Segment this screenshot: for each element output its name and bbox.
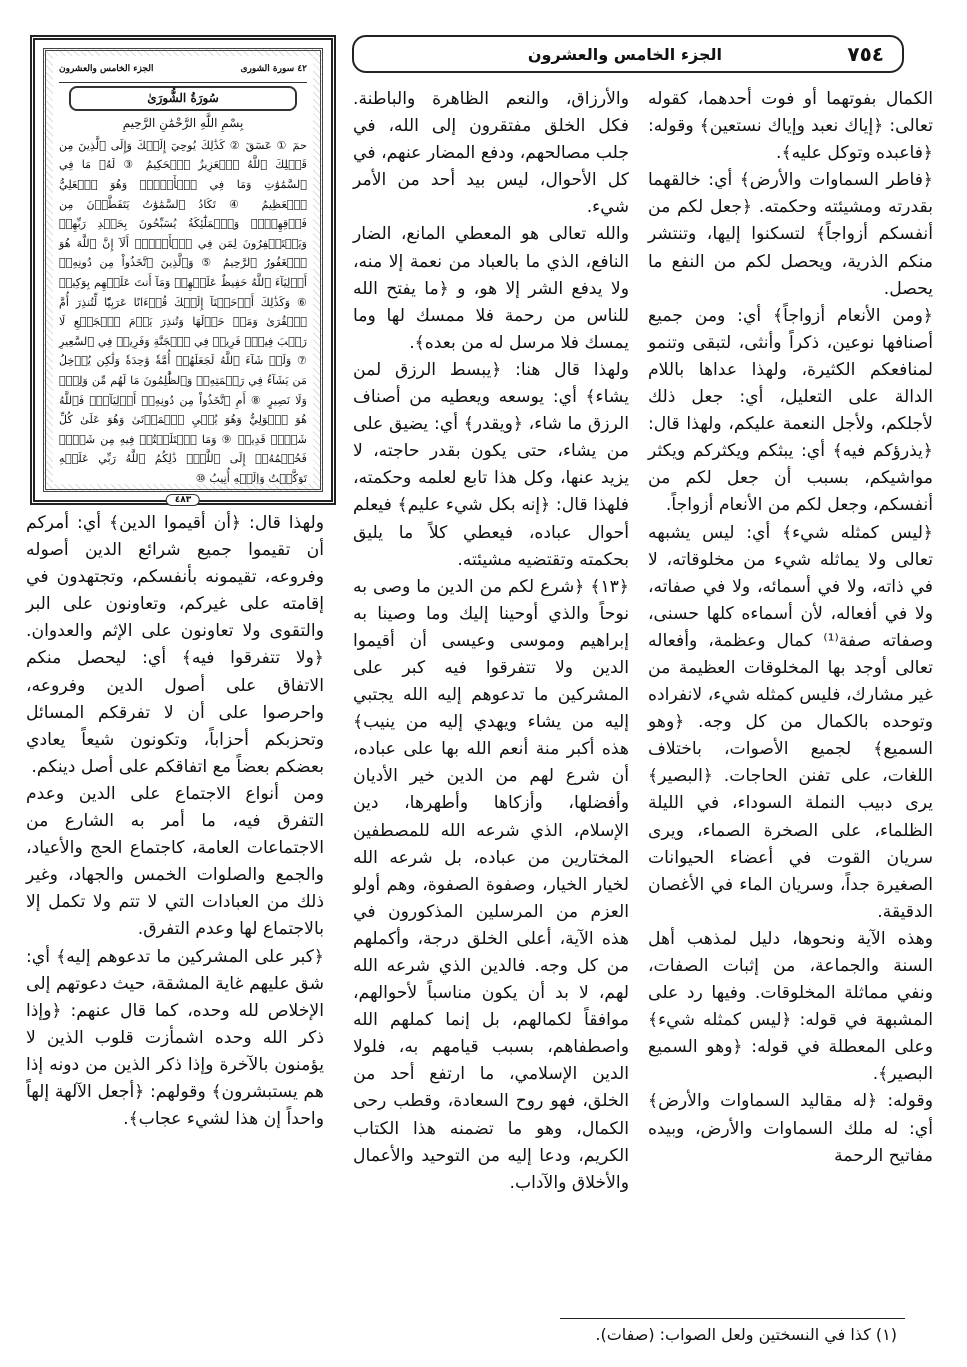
paragraph: وهذه الآية ونحوها، دليل لمذهب أهل السنة والجماعة، من إثبات الصفات، ونفي مماثلة المخلوقات. وفيها رد على المشبهة في قوله: ﴿ليس كمثله شيء﴾ وعلى المعطلة في قوله: ﴿وهو السميع البصير﴾.: [648, 928, 933, 1085]
paragraph: الكمال بفوتهما أو فوت أحدهما، كقوله تعالى: ﴿إياك نعبد وإياك نستعين﴾ وقوله: ﴿فاعبده وتوكل عليه﴾.: [648, 89, 933, 164]
text-column-left: [26, 510, 324, 1133]
mushaf-top-labels: [59, 60, 307, 83]
paragraph: والأرزاق، والنعم الظاهرة والباطنة. فكل الخلق مفتقرون إلى الله، في جلب مصالحهم، ودفع المضار عنهم، في كل الأحوال، ليس بيد أحد من الأمر شيء.: [353, 89, 629, 218]
footnote: (١) كذا في النسختين ولعل الصواب: (صفات).: [595, 1325, 897, 1344]
text-column-right: [648, 86, 933, 1170]
page-number: ٧٥٤: [847, 42, 884, 66]
paragraph: والله تعالى هو المعطي المانع، الضار النافع، الذي ما بالعباد من نعمة إلا منه، ولا يدفع الشر إلا هو، و ﴿ما يفتح الله للناس من رحمة فلا ممسك لها وما يمسك فلا مرسل له من بعده﴾.: [353, 224, 629, 353]
paragraph: ﴿ومن الأنعام أزواجاً﴾ أي: ومن جميع أصنافها نوعين، ذكراً وأنثى، لتبقى وتنمو لمنافعكم الكثيرة، ولهذا عداها باللام الدالة على التعليل، أي: جعل ذلك لأجلكم، ولأجل النعمة عليكم، ولهذا قال: ﴿يذرؤكم فيه﴾ أي: يبثكم ويكثركم ويكثر مواشيكم، بسبب أن جعل لكم من أنفسكم، وجعل لكم من الأنعام أزواجاً.: [648, 305, 933, 516]
paragraph: ﴿كبر على المشركين ما تدعوهم إليه﴾ أي: شق عليهم غاية المشقة، حيث دعوتهم إلى الإخلاص لله وحده، كما قال عنهم: ﴿وإذا ذكر الله وحده اشمأزت قلوب الذين لا يؤمنون بالآخرة وإذا ذكر الذين من دونه إذا هم يستبشرون﴾ وقولهم: ﴿أجعل الآلهة إلهاً واحداً إن هذا لشيء عجاب﴾.: [26, 946, 324, 1130]
paragraph: ولهذا قال: ﴿أن أقيموا الدين﴾ أي: أمركم أن تقيموا جميع شرائع الدين أصوله وفروعه، تقيمونه بأنفسكم، وتجتهدون في إقامته على غيركم، وتعاونون على البر والتقوى ولا تعاونون على الإثم والعدوان. ﴿ولا تتفرقوا فيه﴾ أي: ليحصل منكم الاتفاق على أصول الدين وفروعه، واحرصوا على أن لا تفرقكم المسائل وتحزبكم أحزاباً، وتكونون شيعاً يعادي بعضكم بعضاً مع اتفاقكم على أصل دينكم.: [26, 513, 324, 777]
sura-title: سُورَةُ الشُّورَىٰ: [69, 86, 297, 112]
paragraph: ومن أنواع الاجتماع على الدين وعدم التفرق فيه، ما أمر به الشارع من الاجتماعات العامة، كاجتماع الحج والأعياد، والجمع والصلوات الخمس والجهاد، وغير ذلك من العبادات التي لا تتم ولا تكمل إلا بالاجتماع لها وعدم التفرق.: [26, 783, 324, 940]
mushaf-juz-label: الجزء الخامس والعشرون: [59, 64, 154, 74]
paragraph: ﴿١٣﴾ ﴿شرع لكم من الدين ما وصى به نوحاً والذي أوحينا إليك وما وصينا به إبراهيم وموسى وعيسى أن أقيموا الدين ولا تتفرقوا فيه كبر على المشركين ما تدعوهم إليه الله يجتبي إليه من يشاء ويهدي إليه من ينيب﴾ هذه أكبر منة أنعم الله بها على عباده، أن شرع لهم من الدين خير الأديان وأفضلها، وأزكاها وأطهرها، دين الإسلام، الذي شرعه الله للمصطفين المختارين من عباده، بل شرعه الله لخيار الخيار، وصفوة الصفوة، وهم أولو العزم من المرسلين المذكورون في هذه الآية، أعلى الخلق درجة، وأكملهم من كل وجه. فالدين الذي شرعه الله لهم، لا بد أن يكون مناسباً لأحوالهم، موافقاً لكمالهم، بل إنما كملهم الله واصطفاهم، بسبب قيامهم به، فلولا الدين الإسلامي، ما ارتفع أحد من الخلق، فهو روح السعادة، وقطب رحى الكمال، وهو ما تضمنه هذا الكتاب الكريم، ودعا إليه من التوحيد والأعمال والأخلاق والآداب.: [353, 576, 629, 1193]
text-column-middle: [353, 86, 629, 1197]
mushaf-frame: [30, 35, 336, 505]
paragraph: ﴿فاطر السماوات والأرض﴾ أي: خالقهما بقدرته ومشيئته وحكمته. ﴿جعل لكم من أنفسكم أزواجاً﴾ لتسكنوا إليها، وتنتشر منكم الذرية، ويحصل لكم من النفع ما يحصل.: [648, 170, 933, 299]
basmala: بِسْمِ اللَّهِ الرَّحْمَٰنِ الرَّحِيمِ: [122, 116, 244, 131]
quran-verses: حمٓ ① عٓسٓقٓ ② كَذَٰلِكَ يُوحِيٓ إِلَيۡكَ وَإِلَى ٱلَّذِينَ مِن قَبۡلِكَ ٱللَّهُ ٱلۡعَزِيزُ ٱلۡحَكِيمُ ③ لَهُۥ مَا فِي ٱلسَّمَٰوَٰتِ وَمَا فِي ٱلۡأَرۡضِۖ وَهُوَ ٱلۡعَلِيُّ ٱلۡعَظِيمُ ④ تَكَادُ ٱلسَّمَٰوَٰتُ يَتَفَطَّرۡنَ مِن فَوۡقِهِنَّۚ وَٱلۡمَلَٰٓئِكَةُ يُسَبِّحُونَ بِحَمۡدِ رَبِّهِمۡ وَيَسۡتَغۡفِرُونَ لِمَن فِي ٱلۡأَرۡضِۗ أَلَآ إِنَّ ٱللَّهَ هُوَ ٱلۡغَفُورُ ٱلرَّحِيمُ ⑤ وَٱلَّذِينَ ٱتَّخَذُواْ مِن دُونِهِۦٓ أَوۡلِيَآءَ ٱللَّهُ حَفِيظٌ عَلَيۡهِمۡ وَمَآ أَنتَ عَلَيۡهِم بِوَكِيلٖ ⑥ وَكَذَٰلِكَ أَوۡحَيۡنَآ إِلَيۡكَ قُرۡءَانًا عَرَبِيّٗا لِّتُنذِرَ أُمَّ ٱلۡقُرَىٰ وَمَنۡ حَوۡلَهَا وَتُنذِرَ يَوۡمَ ٱلۡجَمۡعِ لَا رَيۡبَ فِيهِۚ فَرِيقٞ فِي ٱلۡجَنَّةِ وَفَرِيقٞ فِي ٱلسَّعِيرِ ⑦ وَلَوۡ شَآءَ ٱللَّهُ لَجَعَلَهُمۡ أُمَّةٗ وَٰحِدَةٗ وَلَٰكِن يُدۡخِلُ مَن يَشَآءُ فِي رَحۡمَتِهِۦۚ وَٱلظَّٰلِمُونَ مَا لَهُم مِّن وَلِيّٖ وَلَا نَصِيرٍ ⑧ أَمِ ٱتَّخَذُواْ مِن دُونِهِۦٓ أَوۡلِيَآءَۖ فَٱللَّهُ هُوَ ٱلۡوَلِيُّ وَهُوَ يُحۡيِ ٱلۡمَوۡتَىٰ وَهُوَ عَلَىٰ كُلِّ شَيۡءٖ قَدِيرٞ ⑨ وَمَا ٱخۡتَلَفۡتُمۡ فِيهِ مِن شَيۡءٖ فَحُكۡمُهُۥٓ إِلَى ٱللَّهِۚ ذَٰلِكُمُ ٱللَّهُ رَبِّي عَلَيۡهِ تَوَكَّلۡتُ وَإِلَيۡهِ أُنِيبُ ⑩: [59, 138, 307, 484]
mushaf-text-area: [53, 56, 313, 484]
paragraph: وقوله: ﴿له مقاليد السماوات والأرض﴾ أي: له ملك السماوات والأرض، وبيده مفاتيح الرحمة: [648, 1091, 933, 1166]
juz-title: الجزء الخامس والعشرون: [527, 45, 722, 64]
page-header: [352, 35, 904, 73]
paragraph: ﴿ليس كمثله شيء﴾ أي: ليس يشبهه تعالى ولا يماثله شيء من مخلوقاته، لا في ذاته، ولا في أسمائه، ولا في صفاته، ولا في أفعاله، لأن أسماءه كلها حسنى، وصفاته صفة⁽¹⁾ كمال وعظمة، وأفعاله تعالى أوجد بها المخلوقات العظيمة من غير مشارك، فليس كمثله شيء، لانفراده وتوحده بالكمال من كل وجه. ﴿وهو السميع﴾ لجميع الأصوات، باختلاف اللغات، على تفنن الحاجات. ﴿البصير﴾ يرى دبيب النملة السوداء، في الليلة الظلماء، على الصخرة الصماء، ويرى سريان القوت في أعضاء الحيوانات الصغيرة جداً، وسريان الماء في الأغصان الدقيقة.: [648, 522, 933, 922]
mushaf-sura-label: ٤٢ سورة الشورى: [240, 64, 307, 74]
footnote-rule: [560, 1318, 905, 1319]
mushaf-page-number: ٤٨٣: [166, 494, 200, 506]
paragraph: ولهذا قال هنا: ﴿يبسط الرزق لمن يشاء﴾ أي: يوسعه ويعطيه من أصناف الرزق ما شاء، ﴿ويقدر﴾ أي: يضيق على من يشاء، حتى يكون بقدر حاجته، لا يزيد عنها، وكل هذا تابع لعلمه وحكمته، فلهذا قال: ﴿إنه بكل شيء عليم﴾ فيعلم أحوال عباده، فيعطي كلاً ما يليق بحكمته وتقتضيه مشيئته.: [353, 359, 629, 570]
